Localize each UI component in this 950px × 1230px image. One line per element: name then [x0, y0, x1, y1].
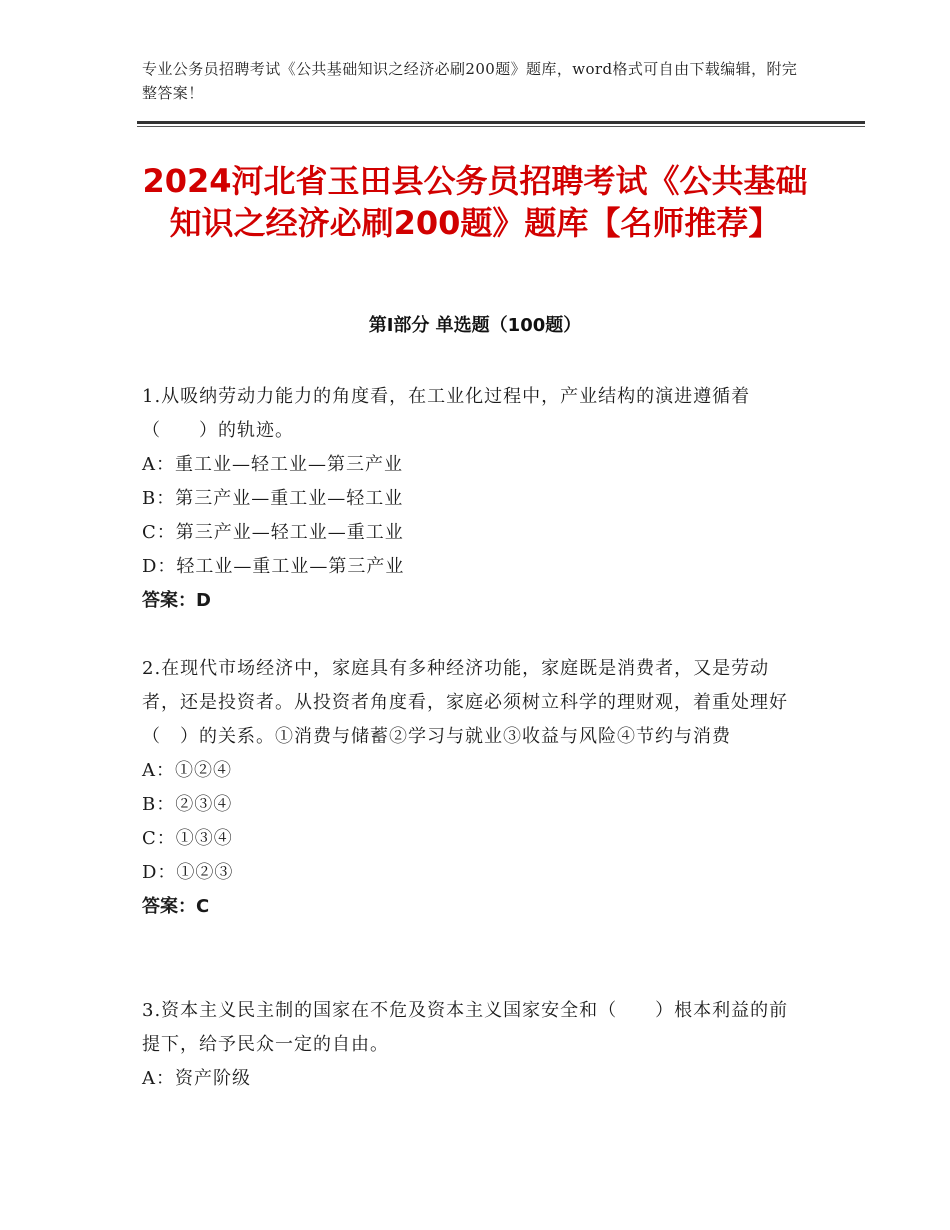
question-stem: 1.从吸纳劳动力能力的角度看，在工业化过程中，产业结构的演进遵循着（ ）的轨迹。 — [142, 386, 751, 441]
option-a: A：重工业—轻工业—第三产业 — [142, 454, 403, 475]
option-d: D：轻工业—重工业—第三产业 — [142, 556, 405, 577]
question-stem: 2.在现代市场经济中，家庭具有多种经济功能，家庭既是消费者，又是劳动者，还是投资者。从投资者角度看，家庭必须树立科学的理财观，着重处理好（ ）的关系。①消费与储蓄②学习与就业③收益与风险④节约与消费 — [142, 658, 788, 747]
section-heading: 第Ⅰ部分 单选题（100题） — [368, 315, 582, 336]
option-b: B：②③④ — [142, 794, 233, 815]
option-c: C：第三产业—轻工业—重工业 — [142, 522, 404, 543]
question-3 — [142, 994, 802, 1096]
header-divider-thin — [137, 126, 865, 127]
option-a: A：①②④ — [142, 760, 232, 781]
document-title: 2024河北省玉田县公务员招聘考试《公共基础知识之经济必刷200题》题库【名师推荐】 — [142, 162, 808, 242]
answer: 答案：D — [142, 590, 211, 611]
option-b: B：第三产业—重工业—轻工业 — [142, 488, 404, 509]
header-note: 专业公务员招聘考试《公共基础知识之经济必刷200题》题库，word格式可自由下载编辑，附完整答案！ — [142, 60, 798, 102]
option-a: A：资产阶级 — [142, 1068, 251, 1089]
question-2 — [142, 652, 802, 924]
option-c: C：①③④ — [142, 828, 233, 849]
header-divider-thick — [137, 121, 865, 124]
option-d: D：①②③ — [142, 862, 234, 883]
question-1 — [142, 380, 802, 618]
answer: 答案：C — [142, 896, 210, 917]
question-stem: 3.资本主义民主制的国家在不危及资本主义国家安全和（ ）根本利益的前提下，给予民众一定的自由。 — [142, 1000, 789, 1055]
